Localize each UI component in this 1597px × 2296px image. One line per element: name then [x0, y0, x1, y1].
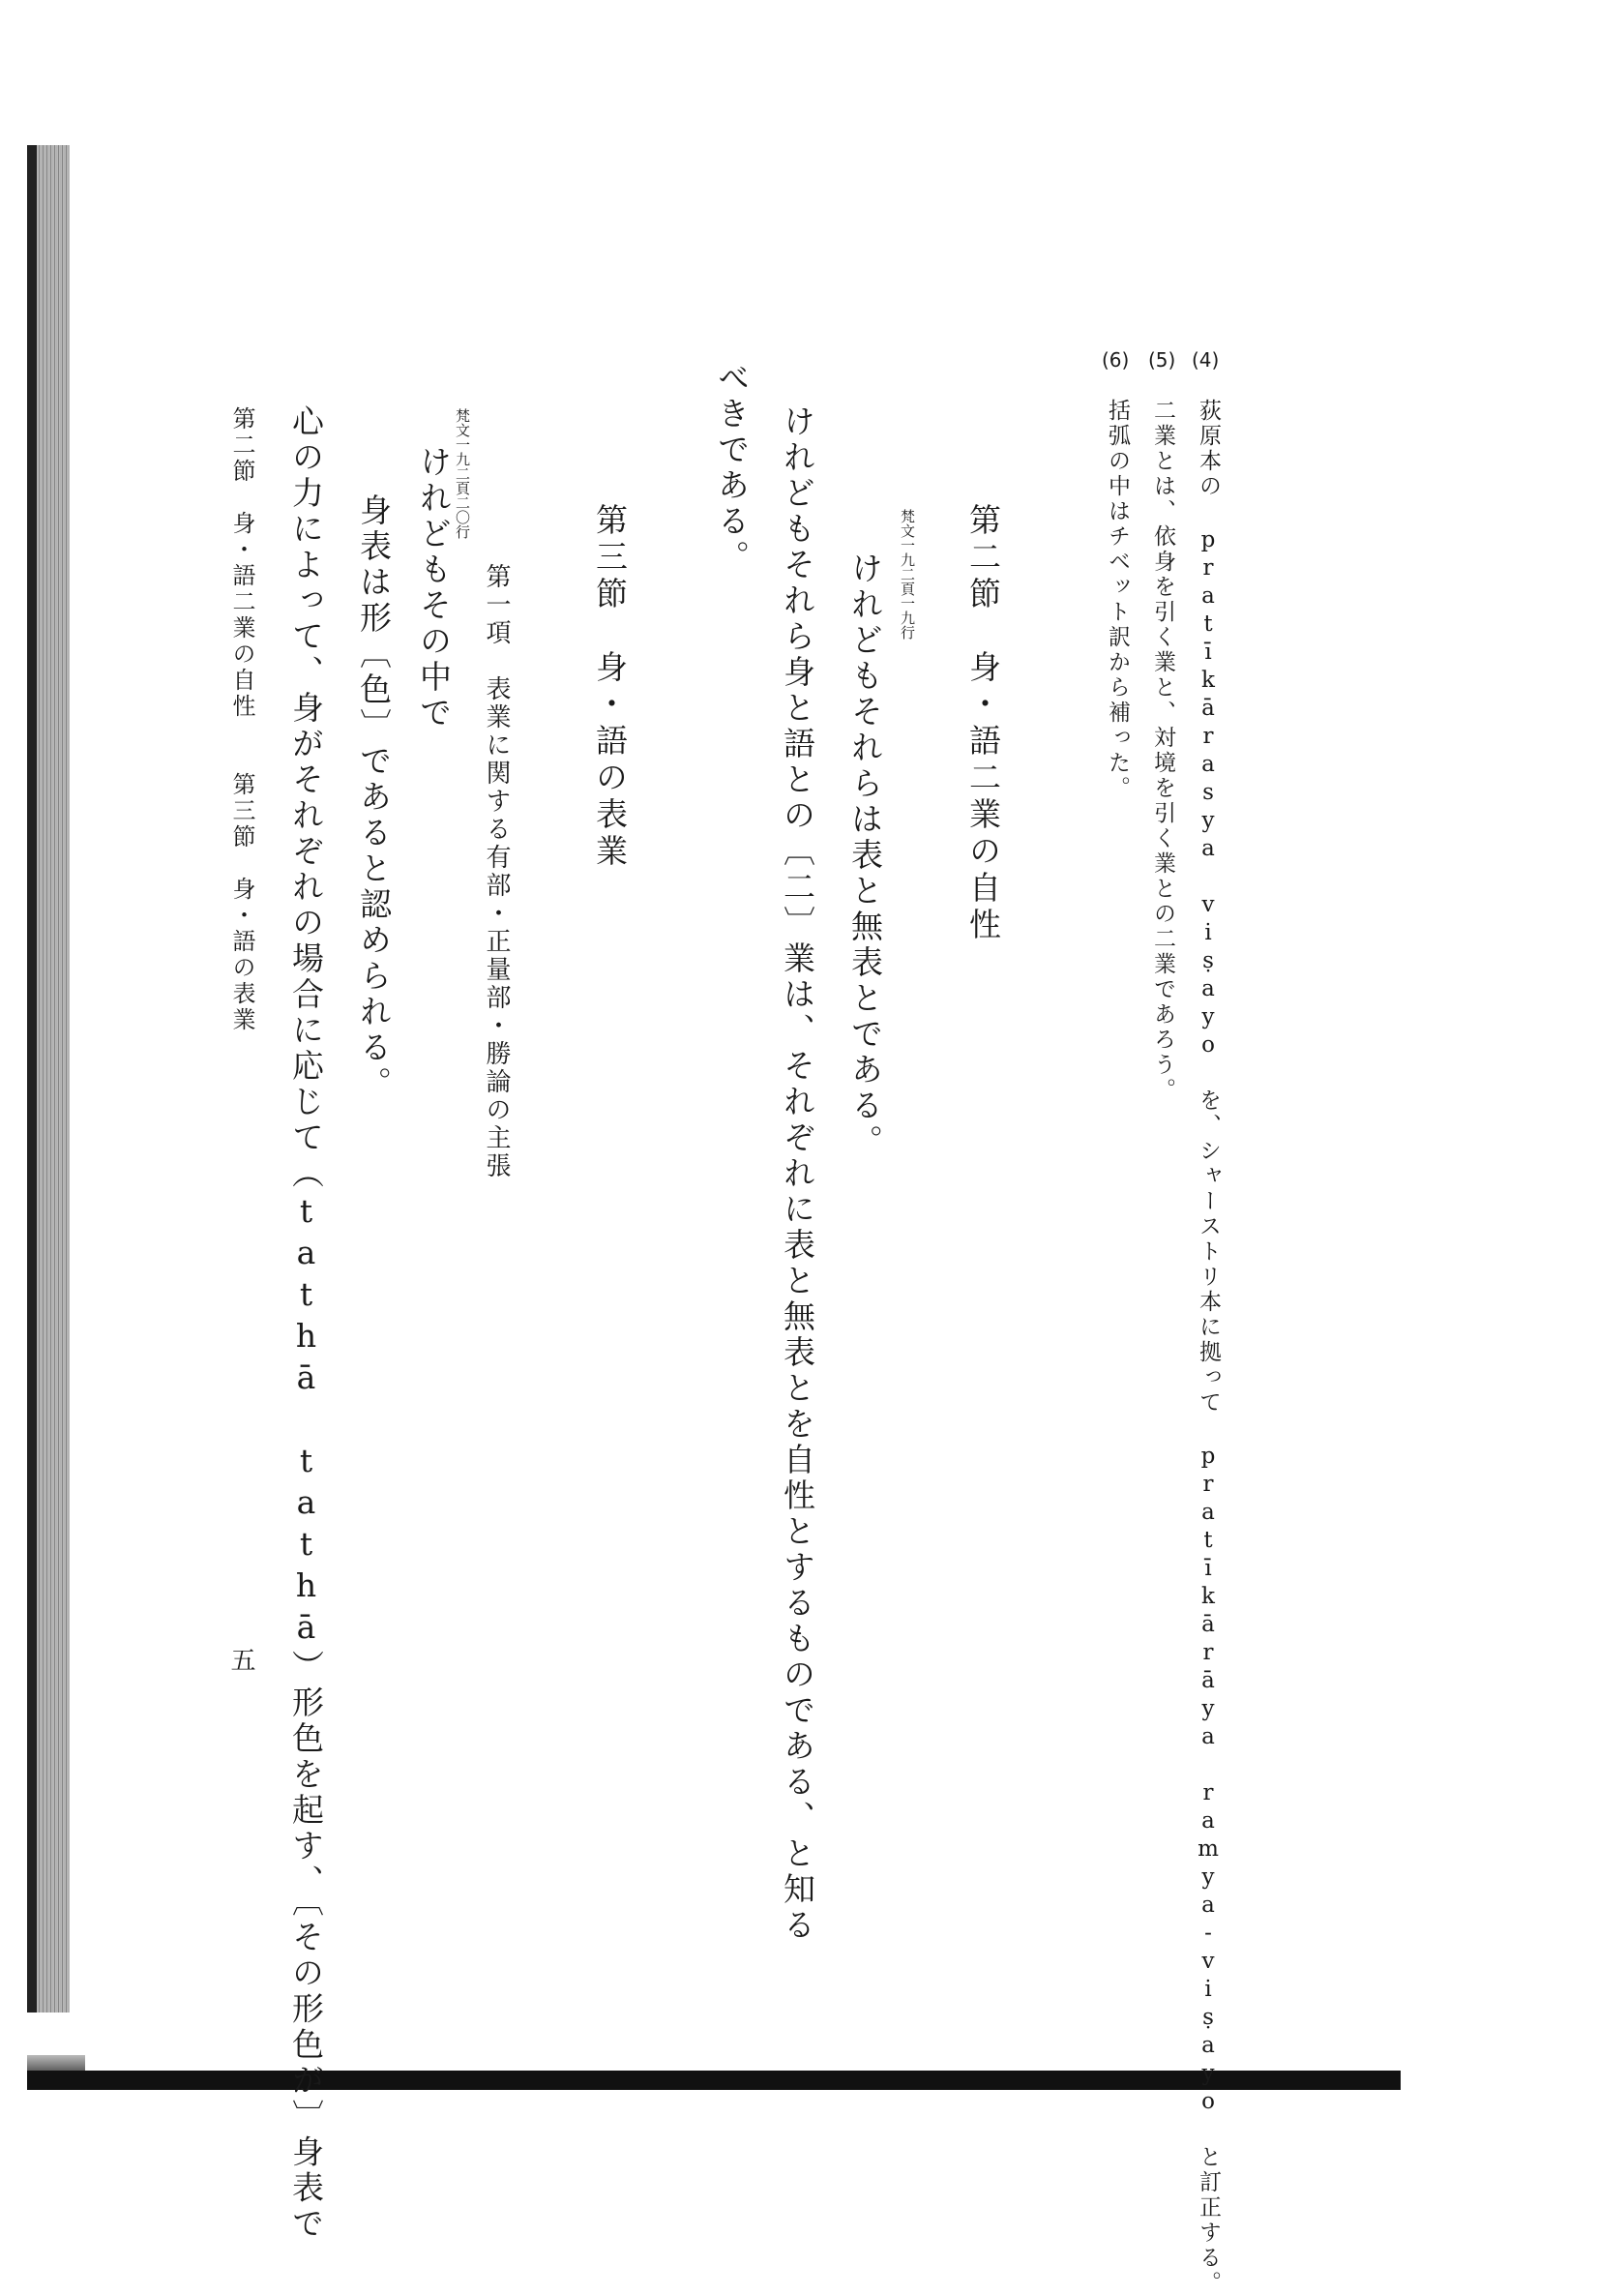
book-binding-edge	[27, 145, 37, 2013]
note-number-5: (5)	[1148, 348, 1176, 372]
section-2-line-1: けれどもそれらは表と無表とである。	[846, 552, 884, 1160]
sanskrit-reference-1: 梵文一九二頁一九行	[899, 509, 916, 640]
scan-bottom-edge	[27, 2071, 1401, 2090]
section-2-line-2: けれどもそれら身と語との〔二〕業は、それぞれに表と無表とを自性とするものである、と知る	[779, 404, 816, 1944]
section-3-line-3: 心の力によって、身がそれぞれの場合に応じて（tathā tathā）形色を起す、〔その形色が〕身表で	[287, 404, 325, 2243]
section-2-line-3: べきである。	[713, 361, 751, 576]
note-number-6: (6)	[1102, 348, 1130, 372]
section-3-line-2: 身表は形〔色〕であると認められる。	[355, 493, 393, 1102]
section-3-heading: 第三節 身・語の表業	[591, 503, 629, 871]
footnote-5: 二業とは、依身を引く業と、対境を引く業との二業であろう。	[1150, 399, 1175, 1103]
page-number: 五	[226, 1647, 255, 1672]
section-2-heading: 第二節 身・語二業の自性	[964, 503, 1002, 944]
footnote-4: 荻原本の pratīkārasya viṣayo を、シャーストリ本に拠って pratīkārāya ramya-viṣayo と訂正する。	[1196, 399, 1221, 2296]
sanskrit-reference-2: 梵文一九二頁二〇行	[454, 408, 471, 539]
running-head: 第二節 身・語二業の自性 第三節 身・語の表業	[228, 406, 255, 1033]
note-number-4: (4)	[1192, 348, 1220, 372]
section-3-line-1: けれどもその中で	[415, 445, 453, 731]
section-3-subheading: 第一項 表業に関する有部・正量部・勝論の主張	[482, 563, 511, 1180]
footnote-6: 括弧の中はチベット訳から補った。	[1105, 399, 1130, 801]
